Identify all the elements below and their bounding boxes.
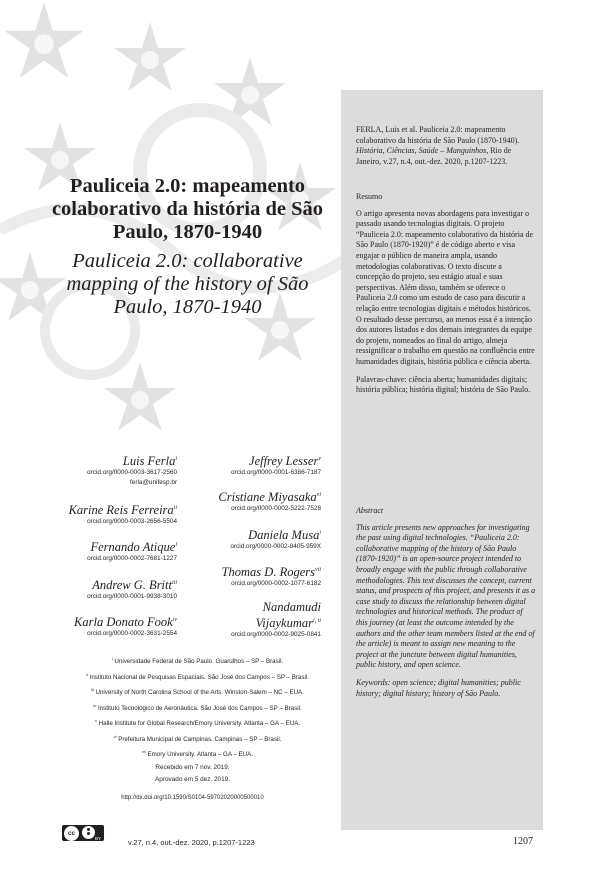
author-sup: i: [319, 530, 321, 536]
affiliation: $^v$ Halle Institute for Global Research/Emory University. Atlanta – GA – EUA.: [94, 718, 301, 728]
title-block: [40, 175, 335, 319]
person-icon: [82, 826, 95, 839]
affiliation: $^{vii}$ Emory University. Atlanta – GA – EUA.: [142, 749, 253, 759]
author: [35, 613, 177, 639]
resumo-section: [356, 192, 536, 396]
author-name: Jeffrey Lesser: [249, 454, 319, 469]
affiliation: $^{vi}$ Prefeitura Municipal de Campinas. Campinas – SP – Brasil.: [113, 733, 282, 743]
author-sup: ii: [173, 505, 177, 511]
author-orcid[interactable]: orcid.org/0000-0003-3617-2560: [87, 469, 177, 477]
author: [185, 488, 321, 514]
author-orcid[interactable]: orcid.org/0000-0002-8405-959X: [230, 543, 321, 551]
author-sup: i: [175, 456, 177, 462]
author-orcid[interactable]: orcid.org/0000-0002-3631-2554: [87, 630, 177, 638]
author-orcid[interactable]: orcid.org/0000-0001-9938-3010: [87, 593, 177, 601]
author: [45, 538, 177, 564]
abstract-heading: Abstract: [356, 506, 384, 515]
received-date: Recebido em 7 nov. 2019.: [155, 764, 230, 771]
resumo-text: O artigo apresenta novas abordagens para investigar o passado usando tecnologias digitais. O projeto “Pauliceia 2.0: mapeamento colaborativo da história de São Paulo (1870-1920)” é de código aberto e visa engajar o público de maneira ampla, usando metodologias colaborativas. O texto discute a concepção do projeto, seu estágio atual e suas perspectivas. Além disso, também se oferece o Pauliceia 2.0 como um estudo de caso para discutir a relação entre tecnologias digitais e métodos históricos. O resultado desse percurso, ao menos essa é a intenção dos autores listados e dos demais integrantes da equipe do projeto, nomeados ao final do artigo, almeja ressignificar o trabalho em questão na confluência entre humanidades digitais, história pública e ciência aberta.: [356, 208, 535, 366]
affiliation: $^{ii}$ Instituto Nacional de Pesquisas Espaciais. São José dos Campos – SP – Brasil.: [86, 671, 309, 681]
author-sup: iii: [171, 580, 177, 586]
author-sup: i: [175, 542, 177, 548]
author-name: Fernando Atique: [90, 540, 176, 555]
author-name-line1: Nandamudi: [262, 600, 321, 614]
author-orcid[interactable]: orcid.org/0000-0002-9025-0841: [231, 631, 321, 639]
author-name: Cristiane Miyasaka: [218, 490, 317, 505]
palavras-chave: Palavras-chave: ciência aberta; humanidades digitais; história pública; história digital; história de São Paulo.: [356, 374, 531, 395]
author-email[interactable]: ferla@unifesp.br: [130, 479, 177, 487]
abstract-text: This article presents new approaches for investigating the past using digital technologies. “Pauliceia 2.0: collaborative mapping of the history of São Paulo (1870-1920)” is an open-source project intended to broadly engage with the public through collaborative methodologies. This text discusses the concept, current status, and prospects of this project, and presents it as a case study to discuss the relationship between digital technologies and historical methods. The product of this journey (at least the outcome intended by the authors and the other team members listed at the end of the article) is meant to assign new meaning to the project at the juncture between digital humanities, public history, and open science.: [356, 522, 536, 670]
approved-date: Aprovado em 5 dez. 2019.: [155, 775, 230, 783]
author-name: Thomas D. Rogers: [221, 565, 315, 580]
cc-icon: cc: [64, 826, 79, 841]
author-name: Luis Ferla: [122, 454, 176, 469]
cc-by-license-badge[interactable]: [62, 825, 104, 841]
author-name-line2: Vijaykumar: [255, 616, 313, 631]
author-orcid[interactable]: orcid.org/0000-0003-2656-5504: [87, 518, 177, 526]
author: [195, 600, 321, 640]
citation-journal: História, Ciências, Saúde – Manguinhos: [356, 146, 487, 156]
footer-issue: v.27, n.4, out.-dez. 2020, p.1207-1223: [128, 838, 255, 847]
author-orcid[interactable]: orcid.org/0000-0002-5222-7528: [231, 505, 321, 513]
author: [195, 452, 321, 478]
author-orcid[interactable]: orcid.org/0000-0002-1077-6182: [231, 580, 321, 588]
author-sup: v: [318, 456, 321, 462]
by-label: BY: [94, 836, 101, 841]
title-english: Pauliceia 2.0: collaborative mapping of the history of São Paulo, 1870-1940: [66, 250, 309, 318]
page-number: 1207: [513, 836, 533, 847]
author-sup: iv: [172, 617, 177, 623]
citation: [356, 125, 536, 167]
author-sup: vi: [316, 492, 321, 498]
keywords: Keywords: open science; digital humanities; public history; digital history; history of São Paulo.: [356, 677, 521, 698]
author-name: Andrew G. Britt: [92, 578, 172, 593]
affiliation: $^i$ Universidade Federal de São Paulo. Guarulhos – SP – Brasil.: [111, 656, 284, 666]
citation-authors-title: FERLA, Luis et al. Pauliceia 2.0: mapeamento colaborativo da história de São Paulo (1870-1940).: [356, 125, 520, 145]
author-orcid[interactable]: orcid.org/0000-0001-6386-7187: [231, 469, 321, 477]
author: [45, 576, 177, 602]
abstract-section: [356, 506, 536, 699]
author: [195, 526, 321, 552]
author-name: Karine Reis Ferreira: [68, 503, 174, 518]
author-orcid[interactable]: orcid.org/0000-0002-7681-1227: [87, 555, 177, 563]
affiliation: $^{iii}$ University of North Carolina School of the Arts. Winston-Salem – NC – EUA.: [91, 687, 304, 697]
author-name: Daniela Musa: [248, 528, 320, 543]
citation-details: , Rio de Janeiro, v.27, n.4, out.-dez. 2020, p.1207-1223.: [356, 146, 512, 166]
author-name: Karla Donato Fook: [74, 615, 173, 630]
author-sup: vii: [315, 567, 321, 573]
author-sup: i, ii: [312, 618, 321, 624]
affiliations: [55, 653, 340, 762]
author: [45, 452, 177, 488]
author: [25, 501, 177, 527]
resumo-heading: Resumo: [356, 192, 383, 201]
author: [190, 563, 321, 589]
dates: [100, 762, 285, 785]
title-portuguese: Pauliceia 2.0: mapeamento colaborativo da história de São Paulo, 1870-1940: [51, 175, 324, 243]
affiliation: $^{iv}$ Instituto Tecnológico de Aeronáutica. São José dos Campos – SP – Brasil.: [93, 702, 302, 712]
doi-link[interactable]: http://dx.doi.org/10.1590/S0104-59702020000500010: [121, 795, 264, 801]
